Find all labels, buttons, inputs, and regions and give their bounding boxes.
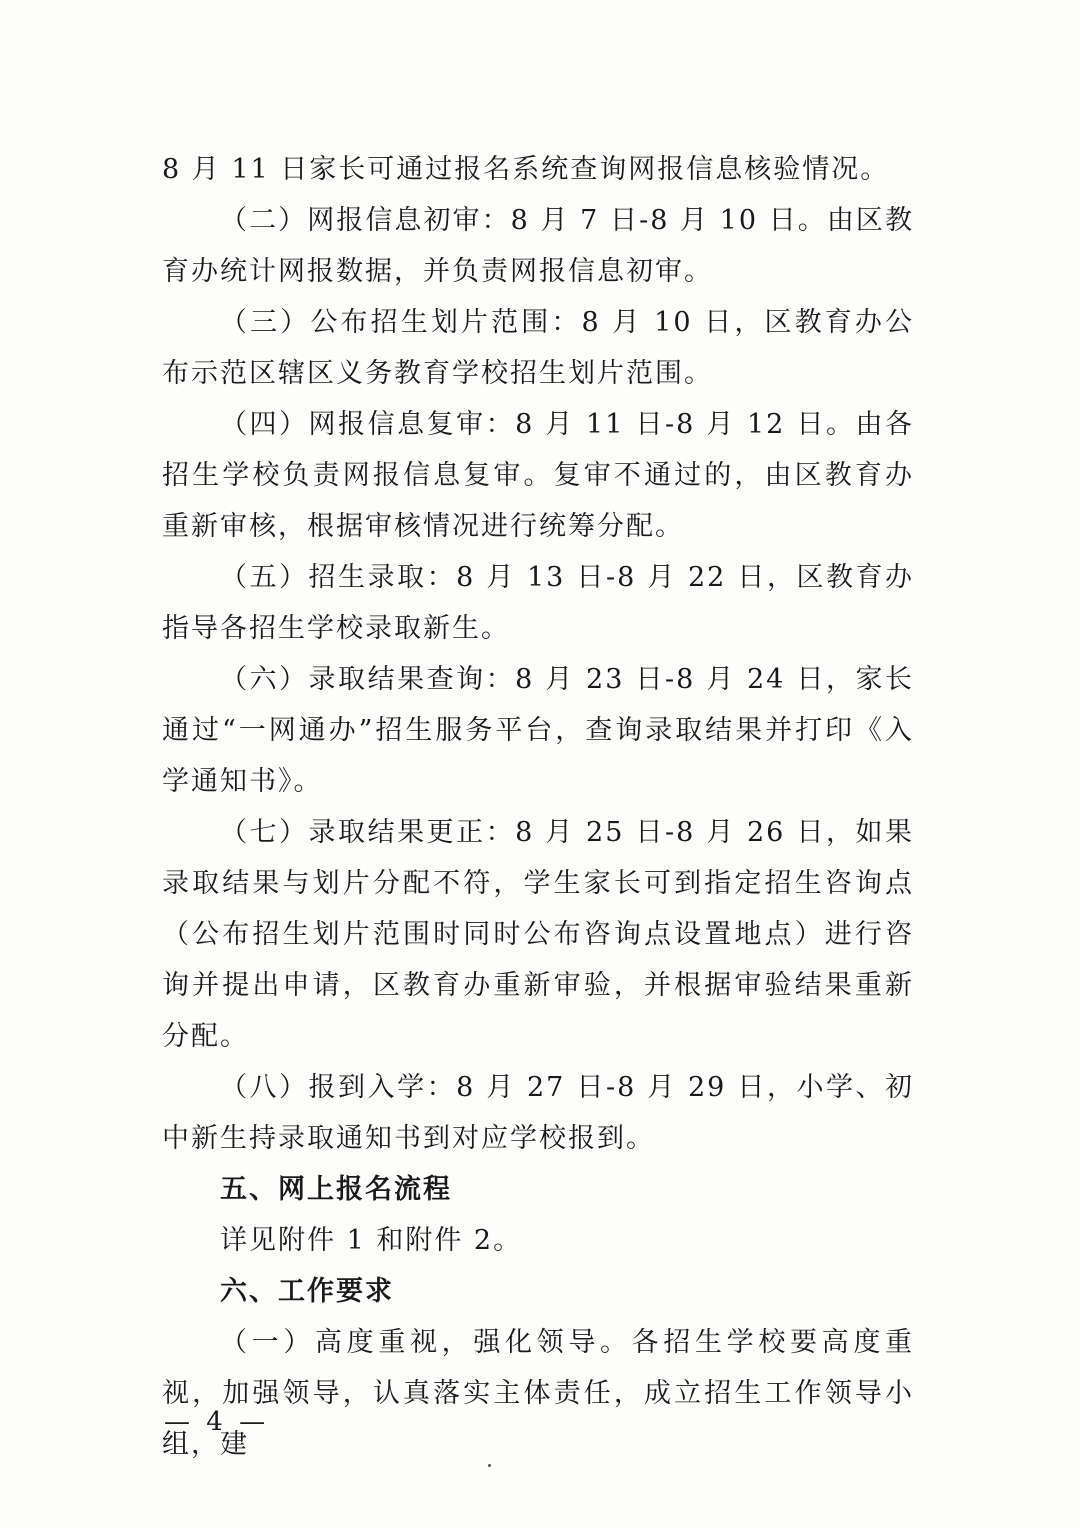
paragraph-enrollment: （八）报到入学：8 月 27 日-8 月 29 日，小学、初中新生持录取通知书到对应学校报到。 (162, 1072, 914, 1154)
paragraph-result-correction: （七）录取结果更正：8 月 25 日-8 月 26 日，如果录取结果与划片分配不符，学生家长可到指定招生咨询点（公布招生划片范围时同时公布咨询点设置地点）进行咨询并提出申请，区教育办重新审验，并根据审验结果重新分配。 (162, 817, 914, 1052)
paragraph-verification-query: 8 月 11 日家长可通过报名系统查询网报信息核验情况。 (162, 154, 890, 185)
paragraph-leadership: （一）高度重视，强化领导。各招生学校要高度重视，加强领导，认真落实主体责任，成立招生工作领导小组，建 (162, 1327, 914, 1460)
paragraph-re-review: （四）网报信息复审：8 月 11 日-8 月 12 日。由各招生学校负责网报信息复审。复审不通过的，由区教育办重新审核，根据审核情况进行统筹分配。 (162, 409, 914, 542)
paragraph-admission: （五）招生录取：8 月 13 日-8 月 22 日，区教育办指导各招生学校录取新生。 (162, 562, 914, 644)
paragraph-see-attachments: 详见附件 1 和附件 2。 (220, 1225, 523, 1256)
paragraph-preliminary-review: （二）网报信息初审：8 月 7 日-8 月 10 日。由区教育办统计网报数据，并负责网报信息初审。 (162, 205, 914, 287)
scan-speck (488, 1464, 491, 1467)
section-heading-online-registration: 五、网上报名流程 (220, 1174, 452, 1205)
paragraph-zoning-announcement: （三）公布招生划片范围：8 月 10 日，区教育办公布示范区辖区义务教育学校招生划片范围。 (162, 307, 914, 389)
page-number: — 4 — (164, 1407, 270, 1437)
paragraph-result-query: （六）录取结果查询：8 月 23 日-8 月 24 日，家长通过“一网通办”招生服务平台，查询录取结果并打印《入学通知书》。 (162, 664, 914, 797)
document-body (162, 144, 914, 1470)
section-heading-work-requirements: 六、工作要求 (220, 1276, 394, 1307)
